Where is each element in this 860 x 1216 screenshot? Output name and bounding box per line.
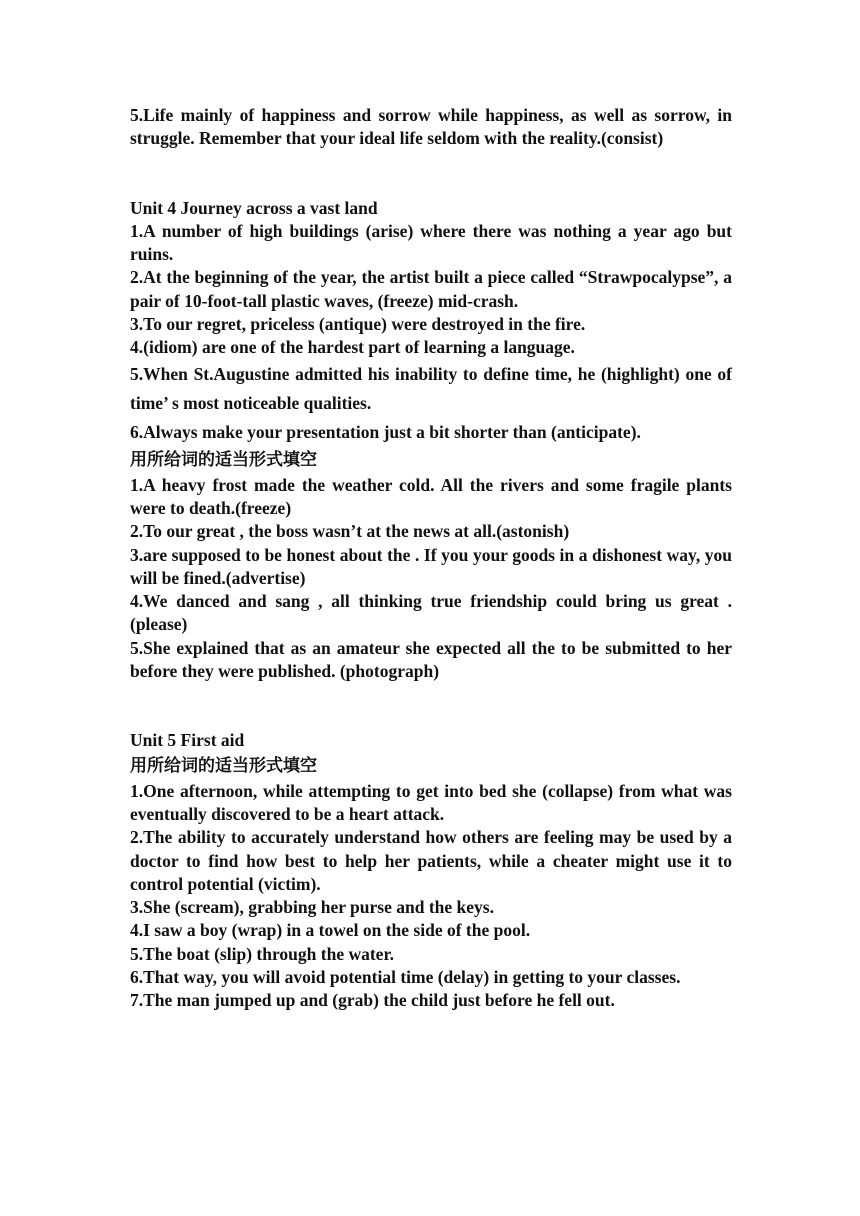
unit5-item-6: 6.That way, you will avoid potential time (delay) in getting to your classes.	[130, 967, 681, 988]
unit4-fill-item-1: 1.A heavy frost made the weather cold. All the rivers and some fragile plants were to death.(freeze)	[130, 474, 732, 518]
spacer	[130, 683, 732, 729]
unit4-item-3: 3.To our regret, priceless (antique) were destroyed in the fire.	[130, 314, 586, 335]
unit5-subheading: 用所给词的适当形式填空	[130, 755, 317, 776]
unit5-title: Unit 5 First aid	[130, 730, 245, 751]
unit4-title: Unit 4 Journey across a vast land	[130, 197, 378, 218]
unit5-item-4: 4.I saw a boy (wrap) in a towel on the side of the pool.	[130, 920, 531, 941]
unit4-item-2: 2.At the beginning of the year, the artist built a piece called “Strawpocalypse”, a pair of 10-foot-tall plastic waves, (freeze) mid-crash.	[130, 267, 732, 311]
unit5-item-7: 7.The man jumped up and (grab) the child just before he fell out.	[130, 990, 615, 1011]
unit4-fill-item-3: 3.are supposed to be honest about the . If you your goods in a dishonest way, you will be fined.(advertise)	[130, 544, 732, 588]
document-page	[130, 104, 732, 1013]
unit5-item-1: 1.One afternoon, while attempting to get into bed she (collapse) from what was eventually discovered to be a heart attack.	[130, 780, 732, 824]
unit4-fill-item-4: 4.We danced and sang , all thinking true friendship could bring us great .(please)	[130, 591, 732, 635]
unit4-item-1: 1.A number of high buildings (arise) where there was nothing a year ago but ruins.	[130, 220, 732, 265]
unit4-item-5: 5.When St.Augustine admitted his inability to define time, he (highlight) one of time’ s most noticeable qualities.	[130, 363, 732, 413]
unit5-item-5: 5.The boat (slip) through the water.	[130, 943, 394, 964]
unit4-item-6: 6.Always make your presentation just a bit shorter than (anticipate).	[130, 421, 641, 442]
spacer	[130, 151, 732, 197]
unit4-section	[130, 197, 732, 684]
unit5-section	[130, 729, 732, 1012]
unit4-fill-item-5: 5.She explained that as an amateur she expected all the to be submitted to her before they were published. (photograph)	[130, 637, 732, 682]
unit4-subheading: 用所给词的适当形式填空	[130, 449, 317, 470]
unit5-item-3: 3.She (scream), grabbing her purse and the keys.	[130, 897, 494, 918]
unit4-fill-item-2: 2.To our great , the boss wasn’t at the news at all.(astonish)	[130, 521, 570, 542]
unit5-item-2: 2.The ability to accurately understand how others are feeling may be used by a doctor to find how best to help her patients, while a cheater might use it to control potential (victim).	[130, 827, 732, 894]
paragraph-consist: 5.Life mainly of happiness and sorrow while happiness, as well as sorrow, in struggle. Remember that your ideal life seldom with the reality.(consist)	[130, 105, 732, 149]
unit4-item-4: 4.(idiom) are one of the hardest part of learning a language.	[130, 337, 575, 358]
